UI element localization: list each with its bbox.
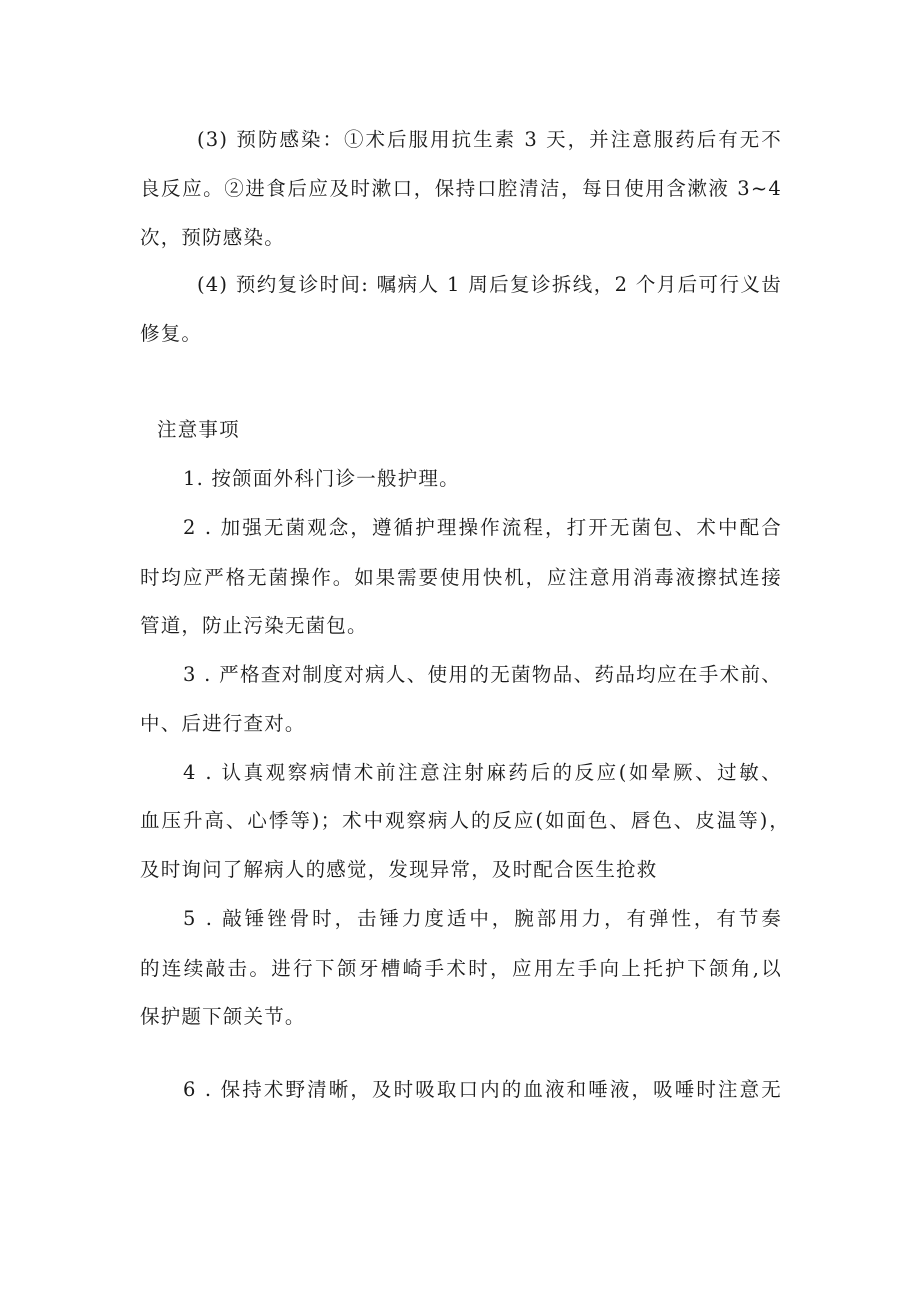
note-2-line-3: 管道，防止污染无菌包。 bbox=[140, 614, 368, 637]
note-2-line-2: 时均应严格无菌操作。如果需要使用快机，应注意用消毒液擦拭连接 bbox=[140, 566, 782, 589]
note-3-line-2: 中、后进行查对。 bbox=[140, 712, 306, 735]
note-3-line-1: 3 . 严格查对制度对病人、使用的无菌物品、药品均应在手术前、 bbox=[183, 663, 782, 686]
note-4-line-3: 及时询问了解病人的感觉，发现异常，及时配合医生抢救 bbox=[140, 858, 658, 881]
note-5-line-2: 的连续敲击。进行下颌牙槽崎手术时，应用左手向上托护下颌角,以 bbox=[140, 957, 782, 980]
note-5-line-1: 5 . 敲锤锉骨时，击锤力度适中，腕部用力，有弹性，有节奏 bbox=[183, 907, 782, 930]
item-3-line-2: 良反应。②进食后应及时漱口，保持口腔清洁，每日使用含漱液 3~4 bbox=[140, 177, 782, 200]
note-4-line-1: 4 . 认真观察病情术前注意注射麻药后的反应(如晕厥、过敏、 bbox=[183, 761, 782, 784]
item-4-line-2: 修复。 bbox=[140, 322, 203, 345]
note-6-line-1: 6 . 保持术野清晰，及时吸取口内的血液和唾液，吸唾时注意无 bbox=[183, 1078, 782, 1101]
note-5-line-3: 保护题下颌关节。 bbox=[140, 1005, 306, 1028]
item-3-line-3: 次，预防感染。 bbox=[140, 226, 285, 249]
note-1-line-1: 1. 按颌面外科门诊一般护理。 bbox=[183, 467, 460, 490]
section-title: 注意事项 bbox=[157, 418, 240, 441]
note-2-line-1: 2 . 加强无菌观念，遵循护理操作流程，打开无菌包、术中配合 bbox=[183, 516, 782, 539]
note-4-line-2: 血压升高、心悸等)；术中观察病人的反应(如面色、唇色、皮温等)， bbox=[140, 809, 790, 832]
item-3-line-1: (3) 预防感染：①术后服用抗生素 3 天，并注意服药后有无不 bbox=[197, 128, 782, 151]
item-4-line-1: (4) 预约复诊时间: 嘱病人 1 周后复诊拆线，2 个月后可行义齿 bbox=[197, 273, 782, 296]
